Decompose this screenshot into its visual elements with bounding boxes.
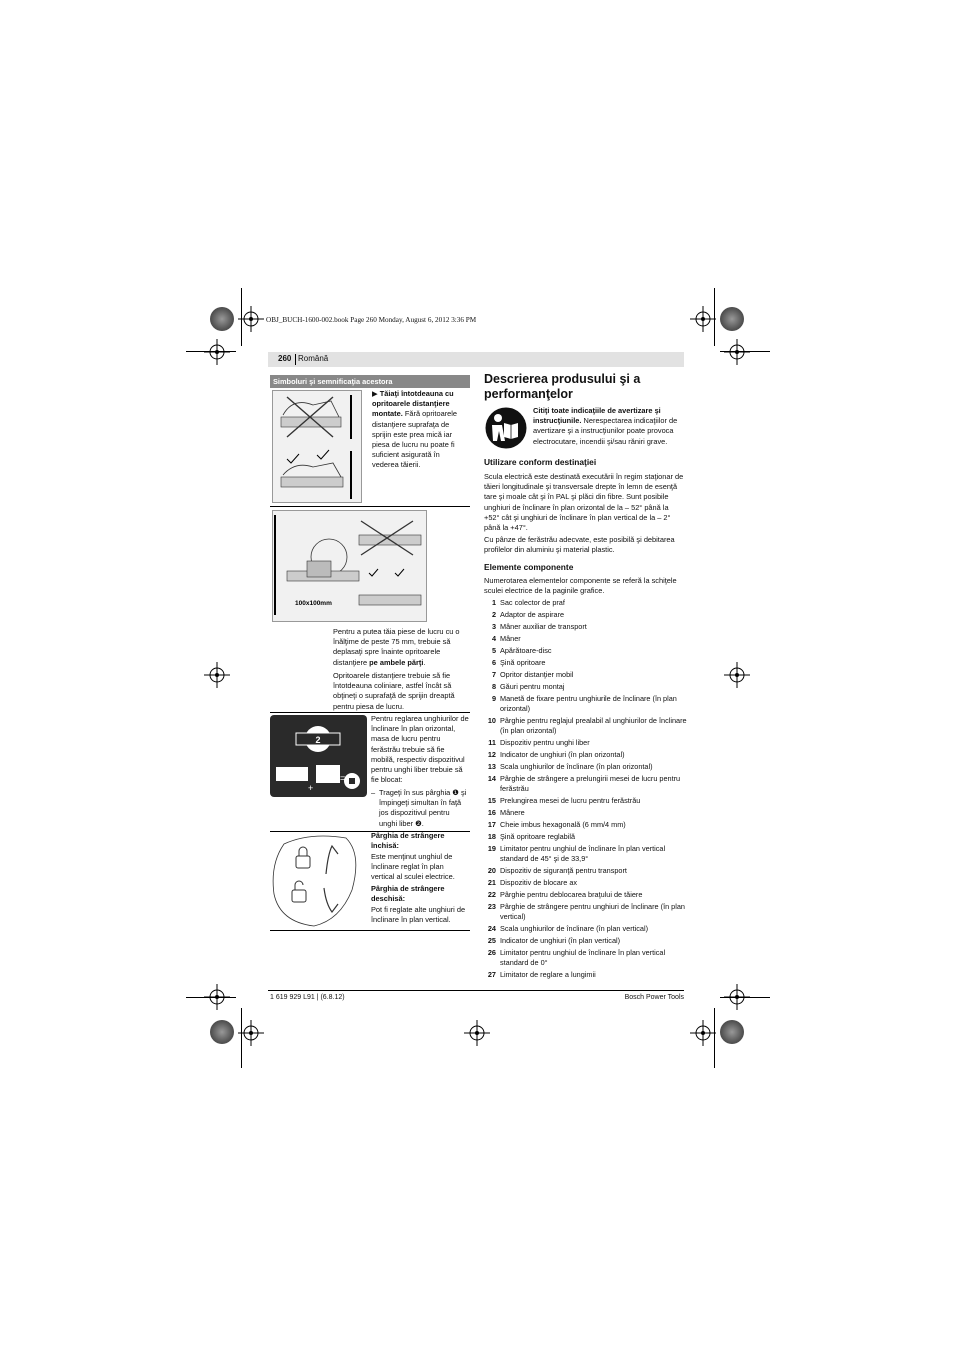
section-divider (270, 930, 470, 931)
registration-crosshair-icon (690, 1020, 716, 1046)
crop-line (186, 351, 236, 352)
list-item-number: 14 (487, 773, 496, 783)
list-item-label: Mânere (500, 808, 525, 818)
footer-brand: Bosch Power Tools (624, 994, 684, 1001)
symbol1-text (372, 389, 468, 471)
list-item-label: Limitator pentru unghiul de înclinare în plan vertical standard de 0° (500, 948, 666, 968)
list-item (484, 832, 688, 842)
list-item-label: Adaptor de aspirare (500, 609, 565, 619)
symbol3-bullet-text: Trageţi în sus pârghia ❶ şi împingeţi simultan în faţă jos dispozitivul pentru unghi liber ❷. (379, 788, 467, 828)
print-info: OBJ_BUCH-1600-002.book Page 260 Monday, August 6, 2012 3:36 PM (266, 316, 477, 324)
list-item-label: Indicator de unghiuri (în plan vertical) (500, 936, 621, 946)
list-item-number: 5 (491, 645, 496, 655)
components-list (484, 598, 688, 982)
symbol2-bold: pe ambele părţi (369, 657, 424, 667)
list-item (484, 634, 688, 644)
intended-use-paragraph1: Scula electrică este destinată executării în regim staţionar de tăieri longitudinale şi transversale drepte în lemn de esenţă tare şi moale cât şi în PAL şi plăci din fibre. Sunt posibile unghiuri de înclinare în plan orizontal de la – 52° până la +52° cât şi unghiuri de înclinare în plan vertical de la – 2° până la +47°. (484, 472, 684, 533)
list-item (484, 796, 688, 806)
color-rosette-mark (720, 307, 744, 331)
list-item-label: Prelungirea mesei de lucru pentru ferăstrău (500, 796, 641, 806)
list-item (484, 902, 688, 922)
list-item (484, 890, 688, 900)
list-item-number: 18 (487, 832, 496, 842)
list-item (484, 670, 688, 680)
list-item-label: Dispozitiv de blocare ax (500, 878, 578, 888)
list-item (484, 622, 688, 632)
list-item-label: Sac colector de praf (500, 598, 565, 607)
list-item-number: 11 (488, 738, 496, 748)
symbol4-bold1: Pârghia de strângere închisă: (371, 831, 445, 851)
list-item (484, 970, 688, 980)
list-item-number: 6 (491, 657, 496, 667)
symbol4-text1: Este menţinut unghiul de înclinare reglat în plan vertical al sculei electrice. (371, 852, 455, 882)
list-item (484, 738, 688, 748)
crop-line (714, 1008, 715, 1068)
figure-stop-positions (272, 510, 427, 622)
list-item (484, 866, 688, 876)
registration-crosshair-icon (204, 662, 230, 688)
list-item-label: Limitator de reglare a lungimii (500, 970, 596, 980)
list-item-label: Manetă de fixare pentru unghiurile de înclinare (în plan orizontal) (500, 693, 677, 713)
list-item (484, 844, 688, 864)
page-title: Descrierea produsului şi a performanţelor (484, 372, 641, 401)
list-item-label: Scala unghiurilor de înclinare (în plan vertical) (500, 924, 649, 934)
list-item-number: 13 (487, 762, 496, 771)
list-item-number: 25 (487, 936, 496, 946)
list-item-number: 21 (487, 878, 496, 888)
crop-line (241, 1008, 242, 1068)
registration-crosshair-icon (724, 339, 750, 365)
list-item (484, 694, 688, 714)
page-header (268, 352, 684, 367)
list-item-number: 22 (487, 890, 496, 900)
list-item (484, 598, 688, 608)
list-item-label: Opritor distanţier mobil (500, 669, 574, 679)
list-item-label: Dispozitiv pentru unghi liber (500, 738, 590, 748)
intended-use-paragraph2: Cu pânze de ferăstrău adecvate, este posibilă şi debitarea profilelor din aluminiu şi material plastic. (484, 535, 675, 555)
registration-crosshair-icon (204, 339, 230, 365)
color-rosette-mark (210, 307, 234, 331)
list-item (484, 774, 688, 794)
list-item-number: 26 (487, 948, 496, 958)
list-item-number: 1 (491, 598, 496, 607)
list-item-label: Şină opritoare (500, 657, 546, 667)
list-item-number: 7 (491, 669, 496, 679)
list-item-number: 3 (491, 621, 496, 631)
section-divider (270, 712, 470, 713)
list-item-label: Limitator pentru unghiul de înclinare în plan vertical standard de 45° şi de 33,9° (500, 844, 666, 864)
list-item-label: Mâner auxiliar de transport (500, 621, 587, 631)
figure-miter-lock (270, 715, 367, 797)
crop-line (186, 997, 236, 998)
crop-line (714, 288, 715, 346)
list-item (484, 924, 688, 934)
list-item-number: 19 (487, 844, 496, 853)
crop-line (720, 997, 770, 998)
list-item-label: Pârghie pentru reglajul prealabil al unghiurilor de înclinare (în plan orizontal) (500, 715, 687, 736)
svg-text:=: = (340, 773, 346, 783)
symbol3-bullet: – Trageţi în sus pârghia ❶ şi împingeţi simultan în faţă jos dispozitivul pentru unghi liber ❷. (371, 788, 469, 829)
list-item (484, 820, 688, 830)
list-item-number: 27 (487, 970, 496, 980)
list-item-number: 24 (487, 924, 496, 934)
header-separator (295, 354, 296, 365)
list-item (484, 682, 688, 692)
list-item (484, 658, 688, 668)
list-item-number: 16 (487, 808, 496, 818)
figure-step-number: 2 (315, 735, 321, 745)
symbol1-body: Fără opritoarele distanţiere suprafaţa de sprijin este prea mică iar piesa de lucru nu poate fi suficient asigurată în vederea tăierii. (372, 409, 458, 470)
list-item-number: 9 (491, 693, 496, 703)
crop-line (720, 351, 770, 352)
intended-use-heading: Utilizare conform destinaţiei (484, 457, 597, 467)
registration-crosshair-icon (690, 306, 716, 332)
list-item-number: 20 (487, 866, 496, 876)
warning-text (533, 406, 683, 447)
list-item-label: Mâner (500, 633, 521, 643)
list-item-number: 2 (491, 609, 496, 619)
arrow-bullet-icon: ▶ (372, 389, 378, 398)
list-item-label: Apărătoare-disc (500, 645, 552, 655)
list-item-label: Dispozitiv de siguranţă pentru transport (500, 866, 627, 876)
list-item-number: 17 (487, 820, 496, 830)
list-item (484, 762, 688, 772)
list-item (484, 878, 688, 888)
list-item (484, 646, 688, 656)
figure-clamp-lever (270, 834, 367, 928)
list-item (484, 808, 688, 818)
list-item-number: 15 (487, 796, 496, 806)
symbol2-text-b: Opritoarele distanţiere trebuie să fie întotdeauna coliniare, astfel încât să obţineţi o suprafaţă de sprijin dreaptă pentru piesa de lucru. (333, 671, 455, 711)
figure-stop-mounted (272, 390, 362, 503)
list-item-number: 4 (491, 633, 496, 643)
symbol4-text2: Pot fi reglate alte unghiuri de înclinare în plan vertical. (371, 905, 466, 925)
list-item (484, 610, 688, 620)
warning-body: Nerespectarea indicaţiilor de avertizare şi a instrucţiunilor poate provoca electrocutare, incendii şi/sau răniri grave. (533, 416, 678, 446)
page-number: 260 (278, 354, 292, 363)
list-item-number: 8 (491, 681, 496, 691)
svg-text:+: + (308, 783, 314, 793)
registration-crosshair-icon (724, 662, 750, 688)
symbol3-text: Pentru reglarea unghiurilor de înclinare în plan orizontal, masa de lucru pentru ferăstrău trebuie să fie mobilă, respectiv dispozitivul pentru unghi liber trebuie să fie blocat: (371, 714, 469, 785)
list-item-label: Pârghie de strângere pentru unghiuri de înclinare (în plan vertical) (500, 902, 685, 922)
color-rosette-mark (720, 1020, 744, 1044)
list-item-label: Pârghie pentru deblocarea braţului de tăiere (500, 890, 643, 900)
list-item-number: 10 (487, 715, 496, 725)
color-rosette-mark (210, 1020, 234, 1044)
components-heading: Elemente componente (484, 562, 574, 572)
footer-document-code: 1 619 929 L91 | (6.8.12) (270, 994, 345, 1001)
page-language: Română (298, 354, 329, 363)
list-item-label: Cheie imbus hexagonală (6 mm/4 mm) (500, 820, 626, 830)
list-item (484, 948, 688, 968)
list-item-label: Indicator de unghiuri (în plan orizontal) (500, 750, 625, 760)
footer-divider (268, 990, 684, 991)
list-item-label: Găuri pentru montaj (500, 681, 565, 691)
symbols-section-title: Simboluri şi semnificaţia acestora (270, 375, 470, 388)
list-item (484, 716, 688, 736)
symbol2-body-a: Pentru a putea tăia piese de lucru cu o înălţime de peste 75 mm, trebuie să deplasaţi spre înainte opritoarele distanţiere (333, 627, 460, 667)
figure-dimension-label: 100x100mm (295, 600, 332, 607)
list-item-label: Scala unghiurilor de înclinare (în plan orizontal) (500, 762, 653, 771)
symbol1-bold: Tăiaţi întotdeauna cu opritoarele distanţiere montate. (372, 389, 454, 419)
list-item-number: 23 (487, 902, 496, 912)
list-item (484, 750, 688, 760)
warning-bold: Citiţi toate indicaţiile de avertizare şi instrucţiunile. (533, 406, 661, 426)
list-item-label: Şină opritoare reglabilă (500, 832, 576, 842)
crop-line (241, 288, 242, 346)
symbol4-bold2: Pârghia de strângere deschisă: (371, 884, 445, 904)
read-manual-icon (485, 407, 527, 449)
components-intro: Numerotarea elementelor componente se referă la schiţele sculei electrice de la paginile grafice. (484, 576, 677, 596)
list-item-number: 12 (487, 750, 496, 760)
list-item (484, 936, 688, 946)
list-item-label: Pârghie de strângere a prelungirii mesei de lucru pentru ferăstrău (500, 773, 681, 794)
registration-crosshair-icon (464, 1020, 490, 1046)
section-divider (427, 506, 470, 507)
symbol2-text: Pentru a putea tăia piese de lucru cu o înălţime de peste 75 mm, trebuie să deplasaţi spre înainte opritoarele distanţiere pe ambele părţi. (333, 627, 460, 667)
